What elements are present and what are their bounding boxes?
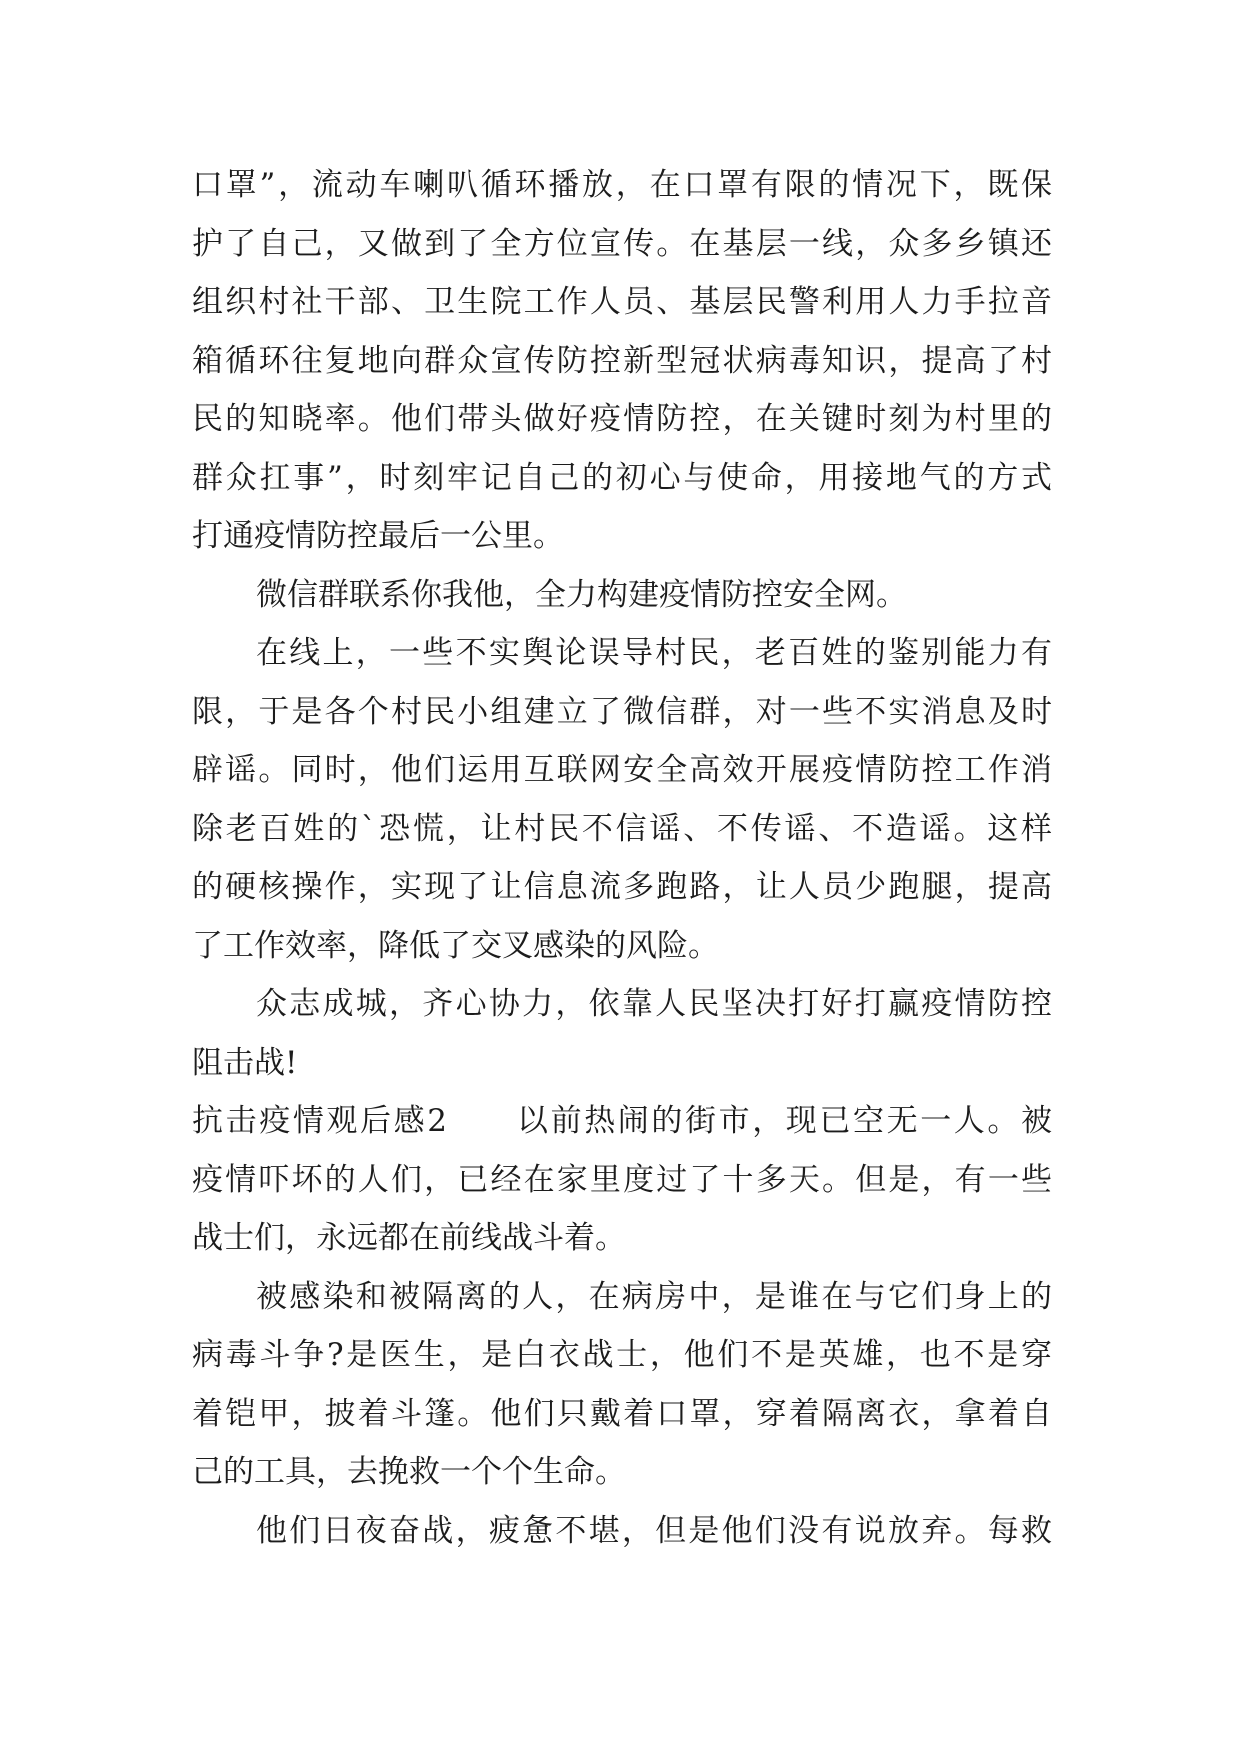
text-line: 了工作效率，降低了交叉感染的风险。 — [192, 927, 719, 964]
paragraph — [192, 975, 1052, 1092]
paragraph — [192, 624, 1052, 975]
section-heading: 抗击疫情观后感2 — [192, 1103, 447, 1139]
text-line: 以前热闹的街市，现已空无一人。被 — [517, 1103, 1052, 1139]
text-line: 限，于是各个村民小组建立了微信群，对一些不实消息及时 — [192, 693, 1052, 730]
text-line: 着铠甲，披着斗篷。他们只戴着口罩，穿着隔离衣，拿着自 — [192, 1395, 1052, 1432]
text-line: 口罩”，流动车喇叭循环播放，在口罩有限的情况下，既保 — [192, 167, 1052, 203]
text-line: 疫情吓坏的人们，已经在家里度过了十多天。但是，有一些 — [192, 1161, 1052, 1198]
text-line: 众志成城，齐心协力，依靠人民坚决打好打赢疫情防控 — [256, 986, 1052, 1022]
text-line: 除老百姓的`恐慌，让村民不信谣、不传谣、不造谣。这样 — [192, 810, 1052, 847]
text-line: 战士们，永远都在前线战斗着。 — [192, 1220, 626, 1256]
text-line: 阻击战! — [192, 1044, 298, 1081]
text-line: 的硬核操作，实现了让信息流多跑路，让人员少跑腿，提高 — [192, 869, 1052, 905]
document-body — [192, 156, 1052, 1560]
text-line: 打通疫情防控最后一公里。 — [192, 518, 564, 554]
paragraph — [192, 156, 1052, 566]
text-line: 辟谣。同时，他们运用互联网安全高效开展疫情防控工作消 — [192, 752, 1052, 788]
text-line: 群众扛事”，时刻牢记自己的初心与使命，用接地气的方式 — [192, 459, 1052, 496]
text-line: 己的工具，去挽救一个个生命。 — [192, 1454, 626, 1490]
heading-line — [192, 1092, 1052, 1151]
text-line: 被感染和被隔离的人，在病房中，是谁在与它们身上的 — [256, 1278, 1052, 1315]
text-line: 在线上，一些不实舆论误导村民，老百姓的鉴别能力有 — [256, 635, 1052, 671]
paragraph — [192, 1502, 1052, 1561]
text-line: 微信群联系你我他，全力构建疫情防控安全网。 — [256, 576, 907, 613]
text-line: 病毒斗争?是医生，是白衣战士，他们不是英雄，也不是穿 — [192, 1337, 1052, 1373]
text-line: 组织村社干部、卫生院工作人员、基层民警利用人力手拉音 — [192, 284, 1052, 320]
paragraph — [192, 1268, 1052, 1502]
text-line: 他们日夜奋战，疲惫不堪，但是他们没有说放弃。每救 — [256, 1512, 1052, 1549]
paragraph — [192, 1092, 1052, 1268]
text-line: 民的知晓率。他们带头做好疫情防控，在关键时刻为村里的 — [192, 401, 1052, 437]
text-line: 箱循环往复地向群众宣传防控新型冠状病毒知识，提高了村 — [192, 342, 1052, 379]
text-line: 护了自己，又做到了全方位宣传。在基层一线，众多乡镇还 — [192, 225, 1052, 262]
paragraph — [192, 566, 1052, 625]
